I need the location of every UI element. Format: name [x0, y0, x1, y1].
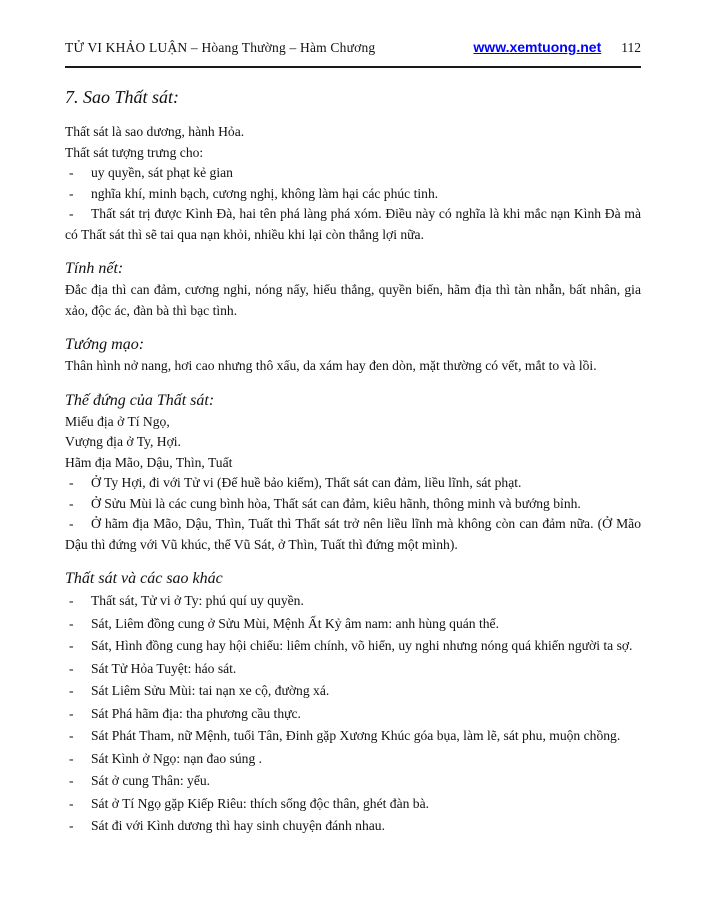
- bullet-item: [65, 590, 641, 613]
- bullet-dash: -: [69, 750, 74, 766]
- text-line: Đắc địa thì can đảm, cương nghi, nóng nẩy, hiếu thắng, quyền biến, hãm địa thì tàn nhẫn, bất nhân, gia xảo, độc ác, đàn bà thì bạc tình.: [65, 282, 641, 318]
- bullet-item: [65, 494, 641, 515]
- bullet-text: Thất sát, Tử vi ở Ty: phú quí uy quyền.: [91, 593, 304, 608]
- bullet-dash: -: [69, 165, 74, 180]
- bullet-text: Sát Phát Tham, nữ Mệnh, tuổi Tân, Đinh gặp Xương Khúc góa bụa, làm lẽ, sát phu, muộn chồng.: [91, 728, 621, 743]
- bullet-text: Sát Kình ở Ngọ: nạn đao súng .: [91, 750, 263, 766]
- bullet-text: Sát ở cung Thân: yểu.: [91, 773, 211, 788]
- bullet-dash: -: [69, 593, 74, 608]
- bullet-dash: -: [69, 773, 74, 788]
- bullet-item: [65, 184, 641, 205]
- page-title: 7. Sao Thất sát:: [65, 87, 180, 107]
- bullet-dash: -: [69, 660, 74, 676]
- bullet-item: [65, 613, 641, 636]
- bullet-item: [65, 815, 641, 838]
- website-link[interactable]: www.xemtuong.net: [473, 39, 602, 55]
- document-header-title: TỬ VI KHẢO LUẬN – Hòang Thường – Hàm Chương: [65, 40, 376, 55]
- bullet-dash: -: [69, 705, 74, 721]
- section-heading: Tướng mạo:: [65, 336, 145, 353]
- bullet-text: Sát Phá hãm địa: tha phương cầu thực.: [91, 705, 301, 721]
- bullet-dash: -: [69, 495, 74, 511]
- bullet-item: [65, 204, 641, 245]
- bullet-text: Ở Sửu Mùi là các cung bình hòa, Thất sát can đảm, kiêu hãnh, thông minh và bướng bỉnh.: [91, 495, 581, 511]
- bullet-dash: -: [69, 475, 74, 490]
- bullet-text: uy quyền, sát phạt kẻ gian: [91, 165, 233, 180]
- section-heading: Thế đứng của Thất sát:: [65, 391, 215, 409]
- bullet-text: nghĩa khí, minh bạch, cương nghị, không làm hại các phúc tinh.: [91, 185, 439, 201]
- bullet-text: Sát Liêm Sửu Mùi: tai nạn xe cộ, đường xá.: [91, 683, 330, 698]
- bullet-dash: -: [69, 683, 74, 698]
- bullet-item: [65, 658, 641, 681]
- bullet-text: Ở Ty Hợi, đi với Tử vi (Đế huề bảo kiếm), Thất sát can đảm, liều lĩnh, sát phạt.: [91, 475, 522, 490]
- bullet-item: [65, 725, 641, 748]
- bullet-text: Sát ở Tí Ngọ gặp Kiếp Riêu: thích sống độc thân, ghét đàn bà.: [91, 795, 430, 811]
- bullet-text: Sát, Hình đồng cung hay hội chiếu: liêm chính, võ hiển, uy nghi nhưng nóng quá khiến người ta sợ.: [91, 638, 633, 653]
- bullet-dash: -: [69, 638, 74, 653]
- text-line: Thất sát tượng trưng cho:: [65, 144, 204, 160]
- bullet-dash: -: [69, 728, 74, 743]
- page-number: 112: [621, 40, 641, 55]
- bullet-text: Ở hãm địa Mão, Dậu, Thìn, Tuất thì Thất sát trở nên liều lĩnh mà không còn can đảm nữa. (Ở Mão Dậu thì đứng với Vũ khúc, thế Vũ Sát, ở Thìn, Tuất thì đứng một mình).: [65, 516, 641, 552]
- section-heading: Thất sát và các sao khác: [65, 570, 223, 587]
- bullet-dash: -: [69, 516, 74, 531]
- bullet-item: [65, 793, 641, 816]
- page-header: [65, 38, 641, 57]
- section-heading: Tính nết:: [65, 260, 124, 277]
- bullet-text: Sát Tử Hỏa Tuyệt: háo sát.: [91, 660, 237, 676]
- text-line: Thân hình nở nang, hơi cao nhưng thô xấu, da xám hay đen dòn, mặt thường có vết, mắt to và lồi.: [65, 358, 597, 373]
- header-divider: [65, 66, 641, 68]
- bullet-dash: -: [69, 818, 74, 833]
- bullet-text: Sát, Liêm đồng cung ở Sửu Mùi, Mệnh Ất Kỷ âm nam: anh hùng quán thế.: [91, 615, 499, 631]
- bullet-item: [65, 163, 641, 184]
- bullet-dash: -: [69, 185, 74, 201]
- bullet-item: [65, 748, 641, 771]
- text-line: Miếu địa ở Tí Ngọ,: [65, 413, 170, 429]
- bullet-item: [65, 635, 641, 658]
- bullet-text: Thất sát trị được Kình Đà, hai tên phá làng phá xóm. Điều này có nghĩa là khi mắc nạn Kình Đà mà có Thất sát thì sẽ tai qua nạn khỏi, nhiều khi lại còn thắng lợi nữa.: [65, 206, 641, 242]
- bullet-item: [65, 473, 641, 494]
- bullet-text: Sát đi với Kình dương thì hay sinh chuyện đánh nhau.: [91, 818, 385, 833]
- bullet-dash: -: [69, 795, 74, 811]
- bullet-dash: -: [69, 615, 74, 631]
- document-body: [65, 85, 641, 838]
- bullet-item: [65, 514, 641, 555]
- bullet-item: [65, 703, 641, 726]
- text-line: Hãm địa Mão, Dậu, Thìn, Tuất: [65, 454, 233, 470]
- text-line: Thất sát là sao dương, hành Hỏa.: [65, 124, 245, 139]
- bullet-item: [65, 680, 641, 703]
- text-line: Vượng địa ở Ty, Hợi.: [65, 434, 181, 449]
- bullet-item: [65, 770, 641, 793]
- bullet-dash: -: [69, 206, 74, 221]
